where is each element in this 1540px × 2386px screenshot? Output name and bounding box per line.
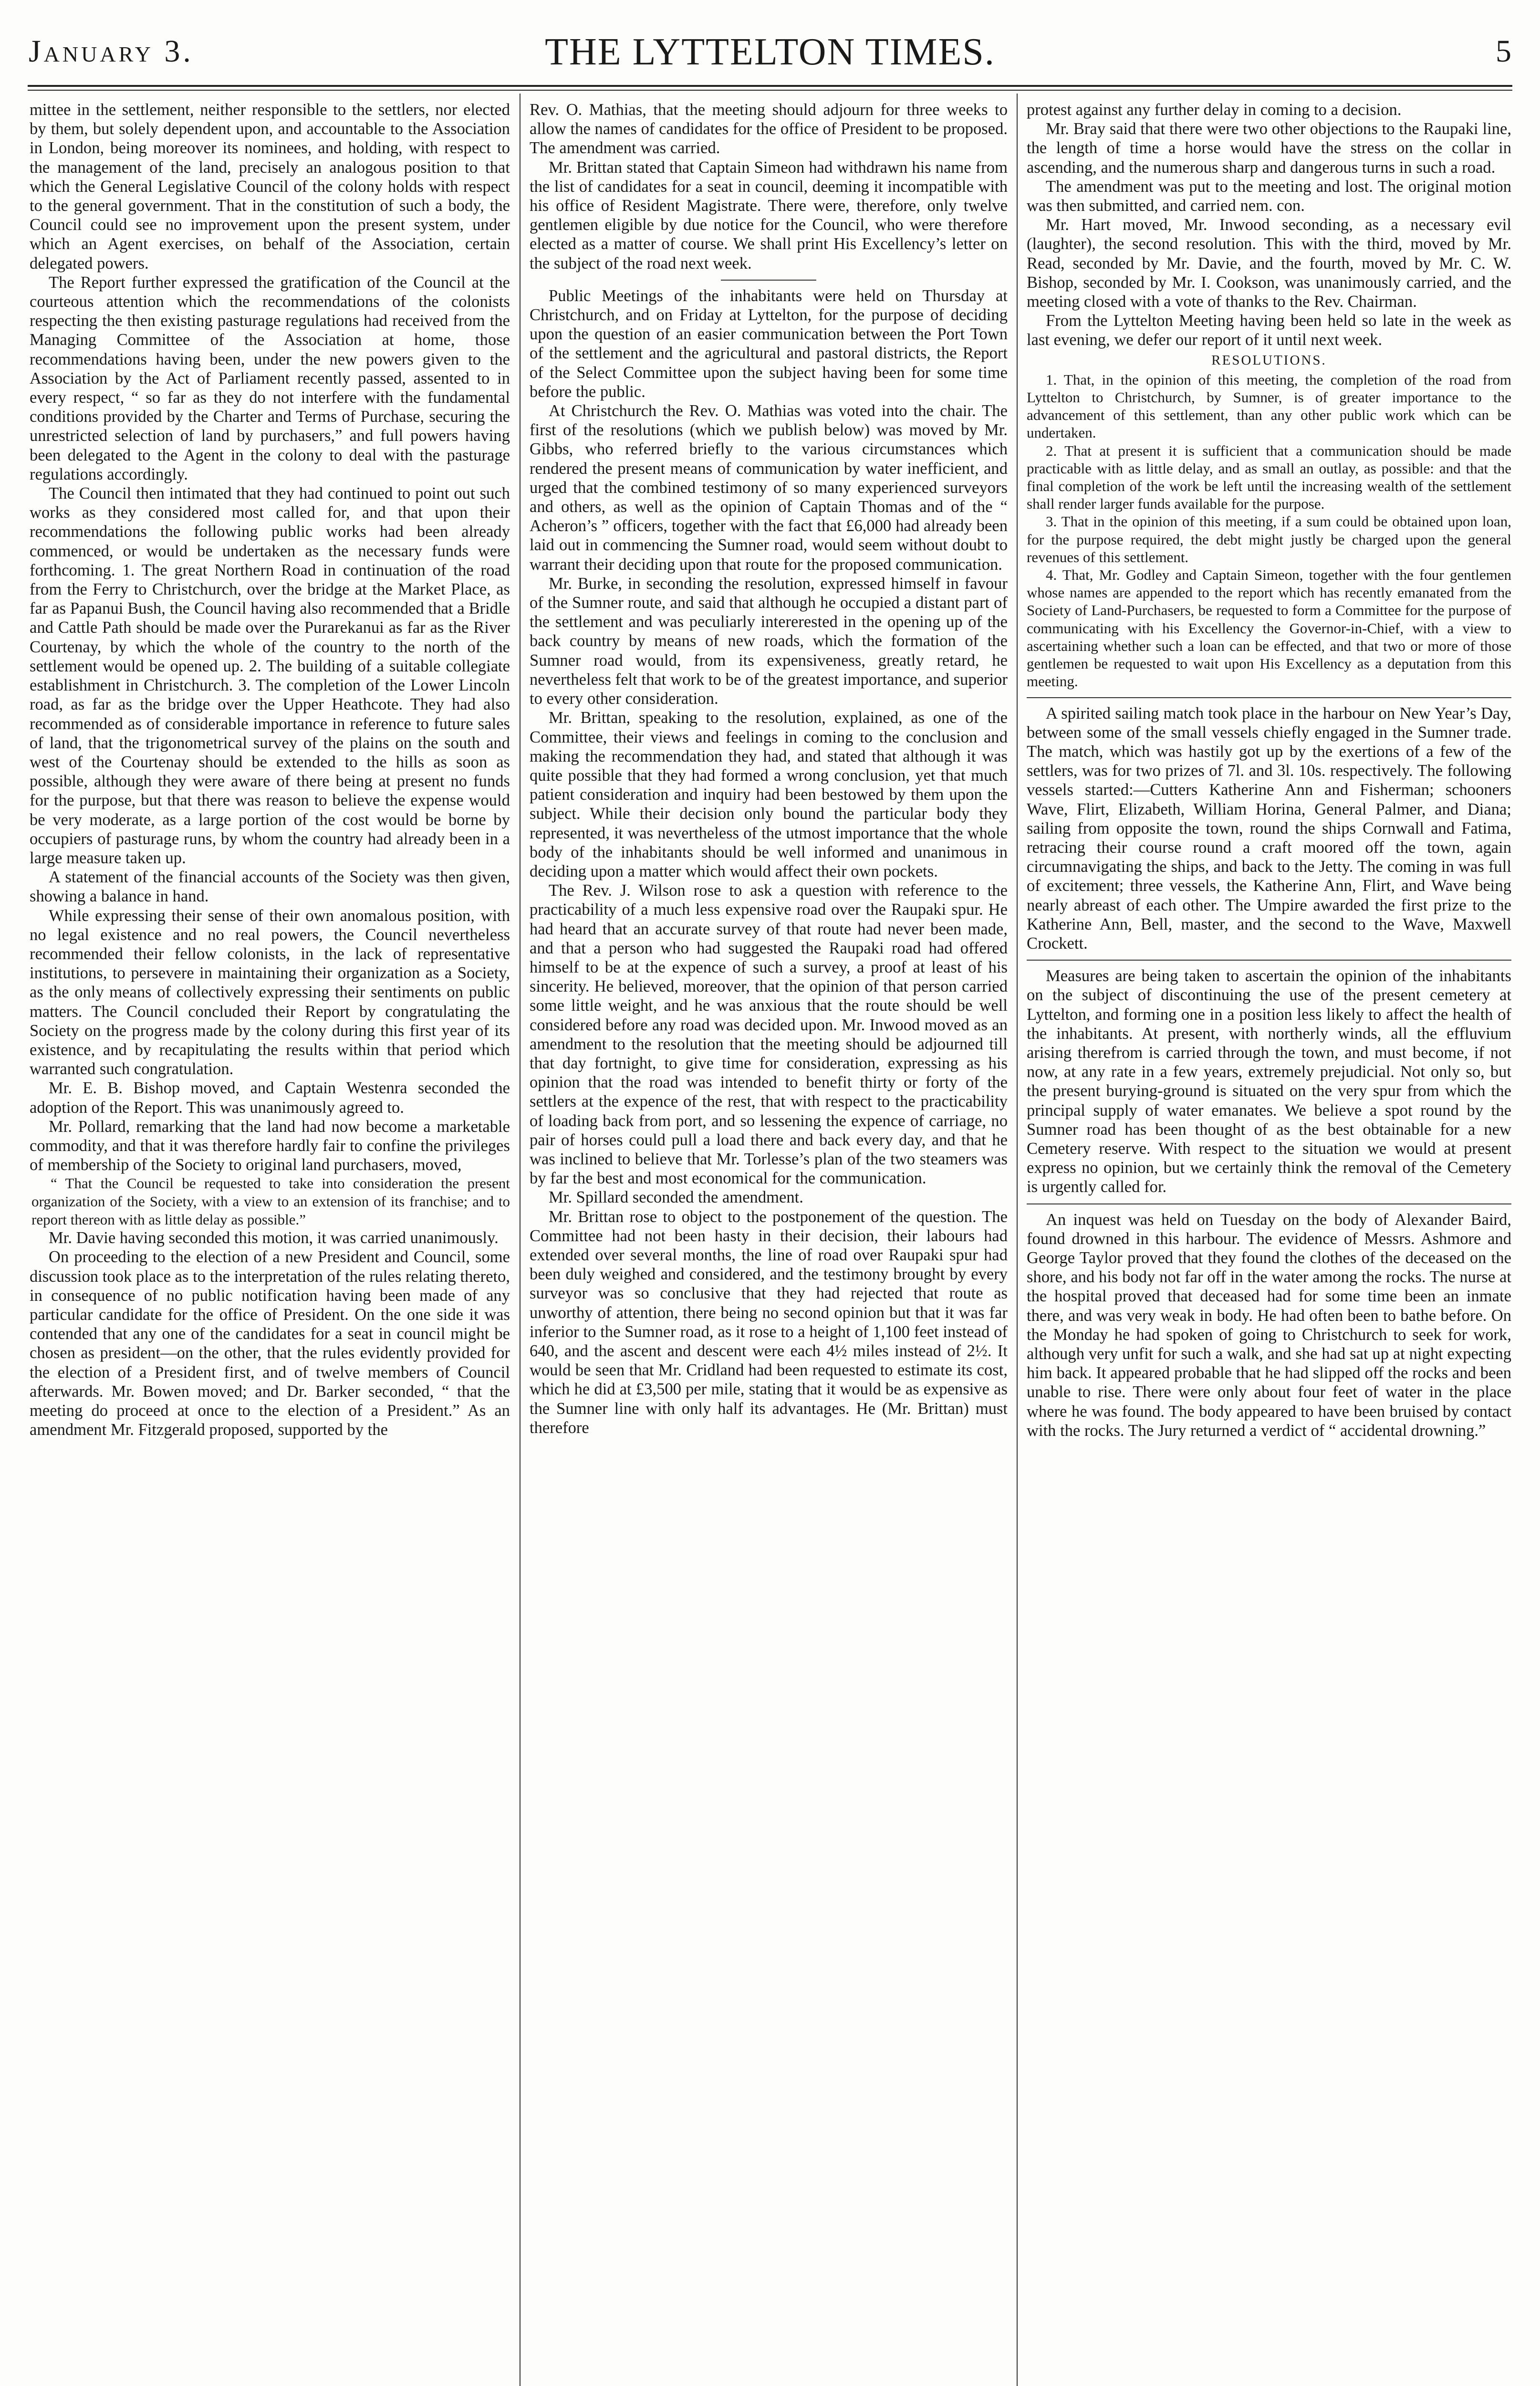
- article-separator: [1027, 697, 1511, 698]
- paragraph: An inquest was held on Tuesday on the body of Alexander Baird, found drowned in this harbour. The evidence of Messrs. Ashmore and George Taylor proved that they found the clothes of the deceased on the shore, and his body not far off in the water among the rocks. The nurse at the hospital proved that deceased had for some time been an inmate there, and was very weak in body. He had often been to bathe before. On the Monday he had spoken of going to Christchurch to seek for work, although very unfit for such a walk, and she had sat up at night expecting him back. It appeared probable that he had slipped off the rocks and been unable to rise. There were only about four feet of water in the place where he was found. The body appeared to have been bruised by contact with the rocks. The Jury returned a verdict of “ accidental drowning.”: [1027, 1210, 1511, 1440]
- paragraph: On proceeding to the election of a new President and Council, some discussion took place as to the interpretation of the rules relating thereto, in consequence of no public notification having been made of any particular candidate for the office of President. On the one side it was contended that any one of the candidates for a seat in council might be chosen as president—on the other, that the rules evidently provided for the election of a President first, and of twelve members of Council afterwards. Mr. Bowen moved; and Dr. Barker seconded, “ that the meeting do proceed at once to the election of a President.” As an amendment Mr. Fitzgerald proposed, supported by the: [30, 1248, 510, 1439]
- paragraph: A spirited sailing match took place in the harbour on New Year’s Day, between some of the small vessels chiefly engaged in the Sumner trade. The match, which was hastily got up by the exertions of a few of the settlers, was for two prizes of 7l. and 3l. 10s. respectively. The following vessels started:—Cutters Katherine Ann and Fisherman; schooners Wave, Flirt, Elizabeth, William Horina, General Palmer, and Diana; sailing from opposite the town, round the ships Cornwall and Fatima, retracing their course round a craft moored off the town, again circumnavigating the ships, and back to the Jetty. The coming in was full of excitement; three vessels, the Katherine Ann, Flirt, and Wave being nearly abreast of each other. The Umpire awarded the first prize to the Katherine Ann, Bell, master, and the second to the Wave, Maxwell Crockett.: [1027, 704, 1511, 952]
- paragraph: Mr. Bray said that there were two other objections to the Raupaki line, the length of time a horse would have the stress on the collar in ascending, and the numerous sharp and dangerous turns in such a road.: [1027, 120, 1511, 177]
- paragraph: Mr. Brittan, speaking to the resolution, explained, as one of the Committee, their views and feelings in coming to the conclusion and making the recommendation they had, and stated that although it was quite possible that they had formed a wrong conclusion, yet that much patient consideration and inquiry had been bestowed by them upon the subject. While their decision only bound the particular body they represented, it was nevertheless of the utmost importance that the whole body of the inhabitants should be well informed and unanimous in deciding upon a matter which would affect their own pockets.: [530, 709, 1008, 880]
- column-1: [30, 100, 510, 2386]
- paragraph: Mr. Spillard seconded the amendment.: [549, 1188, 803, 1207]
- masthead: [29, 31, 1511, 84]
- paragraph: Mr. Hart moved, Mr. Inwood seconding, as a necessary evil (laughter), the second resolution. This with the third, moved by Mr. Read, seconded by Mr. Davie, and the fourth, moved by Mr. C. W. Bishop, seconded by Mr. I. Cookson, was unanimously carried, and the meeting closed with a vote of thanks to the Rev. Chairman.: [1027, 216, 1511, 311]
- resolution: 4. That, Mr. Godley and Captain Simeon, together with the four gentlemen whose names are appended to the report which has recently emanated from the Society of Land-Purchasers, be requested to form a Committee for the purpose of communicating with his Excellency the Governor-in-Chief, with a view to ascertaining whether such a loan can be effected, and that two or more of those gentlemen be requested to wait upon His Excellency as a deputation from this meeting.: [1027, 566, 1511, 690]
- masthead-rule-thin: [28, 90, 1512, 91]
- newspaper-title: THE LYTTELTON TIMES.: [545, 31, 995, 73]
- article-separator: [721, 280, 816, 281]
- paragraph: The Council then intimated that they had continued to point out such works as they considered most called for, and that upon their recommendations the following public works had been already commenced, or would be undertaken as the necessary funds were forthcoming. 1. The great Northern Road in continuation of the road from the Ferry to Christchurch, over the bridge at the Market Place, as far as Papanui Bush, the Council having also recommended that a Bridle and Cattle Path should be made over the Purarekanui as far as the River Courtenay, by which the whole of the country to the north of the settlement would be opened up. 2. The building of a suitable collegiate establishment in Christchurch. 3. The completion of the Lower Lincoln road, as far as the bridge over the Upper Heathcote. They had also recommended as of considerable importance in reference to future sales of land, that the trigonometrical survey of the plains on the south and west of the Courtenay should be extended to the hills as soon as possible, although they were aware of there being at present no funds for the purpose, but that there was reason to believe the expense would be very moderate, as a large portion of the cost would be borne by occupiers of pasturage runs, by whom the country had already been in a large measure taken up.: [30, 484, 510, 867]
- motion-quote: “ That the Council be requested to take into consideration the present organization of the Society, with a view to an extension of its franchise; and to report thereon with as little delay as possible.”: [31, 1175, 510, 1228]
- column-divider: [1017, 94, 1018, 2386]
- issue-date: January 3.: [29, 34, 194, 69]
- paragraph: Mr. Brittan rose to object to the postponement of the question. The Committee had not been hasty in their decision, their labours had extended over several months, the line of road over Raupaki spur had been duly weighed and considered, and the testimony brought by every surveyor was so conclusive that they had rejected that route as unworthy of attention, there being no second opinion but that it was far inferior to the Sumner road, as it rose to a height of 1,100 feet instead of 640, and the ascent and descent were each 4½ miles instead of 2½. It would be seen that Mr. Cridland had been requested to estimate its cost, which he did at £3,500 per mile, stating that it would be as expensive as the Sumner line with only half its advantages. He (Mr. Brittan) must therefore: [530, 1207, 1008, 1437]
- masthead-rule: [28, 85, 1512, 87]
- paragraph: At Christchurch the Rev. O. Mathias was voted into the chair. The first of the resolutions (which we publish below) was moved by Mr. Gibbs, who referred briefly to the various circumstances which rendered the present means of communication by water inefficient, and urged that the combined testimony of so many experienced surveyors and others, as well as the opinion of Captain Thomas and of the “ Acheron’s ” officers, together with the fact that £6,000 had already been laid out in commencing the Sumner road, would seem without doubt to warrant their deciding upon that route for the proposed communication.: [530, 402, 1008, 574]
- article-separator: [1027, 960, 1511, 961]
- paragraph: Measures are being taken to ascertain the opinion of the inhabitants on the subject of discontinuing the use of the present cemetery at Lyttelton, and forming one in a position less likely to affect the health of the inhabitants. At present, with northerly winds, all the effluvium arising therefrom is carried through the town, and must become, if not now, at any rate in a few years, extremely prejudicial. Not only so, but the present burying-ground is situated on the very spur from which the principal supply of water emanates. We believe a spot round by the Sumner road has been thought of as the best obtainable for a new Cemetery reserve. With respect to the situation we would at present express no opinion, but we certainly think the removal of the Cemetery is urgently called for.: [1027, 967, 1511, 1196]
- page-number: 5: [1496, 34, 1511, 69]
- resolution: 1. That, in the opinion of this meeting, the completion of the road from Lyttelton to Christchurch, by Sumner, is of greater importance to the advancement of this settlement, than any other public work which can be undertaken.: [1027, 371, 1511, 441]
- paragraph: The Report further expressed the gratification of the Council at the courteous attention which the recommendations of the colonists respecting the then existing pasturage regulations had received from the Managing Committee of the Association at home, those recommendations having been, under the new powers given to the Association by the Act of Parliament recently passed, assented to in every respect, “ so far as they do not interfere with the fundamental conditions provided by the Charter and Terms of Purchase, securing the unrestricted selection of land by purchasers,” and full powers having been delegated to the Agent in the colony to deal with the pasturage regulations accordingly.: [30, 273, 510, 483]
- paragraph: A statement of the financial accounts of the Society was then given, showing a balance in hand.: [30, 868, 510, 906]
- paragraph: From the Lyttelton Meeting having been held so late in the week as last evening, we defer our report of it until next week.: [1027, 312, 1511, 349]
- paragraph: protest against any further delay in coming to a decision.: [1027, 101, 1402, 119]
- column-3: [1027, 100, 1511, 2386]
- paragraph: Public Meetings of the inhabitants were held on Thursday at Christchurch, and on Friday at Lyttelton, for the purpose of deciding upon the question of an easier communication between the Port Town of the settlement and the agricultural and pastoral districts, the Report of the Select Committee upon the subject having been for some time before the public.: [530, 286, 1008, 401]
- paragraph: Mr. Pollard, remarking that the land had now become a marketable commodity, and that it was therefore hardly fair to confine the privileges of membership of the Society to original land purchasers, moved,: [30, 1117, 510, 1174]
- paragraph: mittee in the settlement, neither responsible to the settlers, nor elected by them, but solely dependent upon, and accountable to the Association in London, being moreover its nominees, and holding, with respect to the management of the land, precisely an analogous position to that which the General Legislative Council of the colony holds with respect to the general government. That in the constitution of such a body, the Council could see no improvement upon the present system, under which an Agent exercises, on behalf of the Association, certain delegated powers.: [30, 101, 510, 272]
- paragraph: Mr. E. B. Bishop moved, and Captain Westenra seconded the adoption of the Report. This was unanimously agreed to.: [30, 1079, 510, 1117]
- column-2: [530, 100, 1008, 2386]
- resolution: 2. That at present it is sufficient that a communication should be made practicable with as little delay, and as small an outlay, as possible: and that the final completion of the work be left until the increasing wealth of the settlement shall render larger funds available for the purpose.: [1027, 442, 1511, 513]
- paragraph: Rev. O. Mathias, that the meeting should adjourn for three weeks to allow the names of candidates for the office of President to be proposed. The amendment was carried.: [530, 101, 1008, 157]
- paragraph: Mr. Davie having seconded this motion, it was carried unanimously.: [49, 1229, 499, 1247]
- paragraph: Mr. Brittan stated that Captain Simeon had withdrawn his name from the list of candidates for a seat in council, deeming it incompatible with his office of Resident Magistrate. There were, therefore, only twelve gentlemen eligible by due notice for the Council, who were therefore elected as a matter of course. We shall print His Excellency’s letter on the subject of the road next week.: [530, 158, 1008, 272]
- resolutions-heading: RESOLUTIONS.: [1211, 352, 1327, 368]
- paragraph: The Rev. J. Wilson rose to ask a question with reference to the practicability of a much less expensive road over the Raupaki spur. He had heard that an accurate survey of that route had never been made, and that a person who had suggested the Raupaki road had offered himself to be at the expence of such a survey, a proof at least of his sincerity. He believed, moreover, that the opinion of that person carried some little weight, and he was anxious that the route should be well considered before any road was decided upon. Mr. Inwood moved as an amendment to the resolution that the meeting should be adjourned till that day fortnight, to give time for consideration, expressing as his opinion that the road was intended to benefit thirty or forty of the settlers at the expence of the rest, that with respect to the practicability of loading back from port, and so lessening the expence of carriage, no pair of horses could pull a load there and back every day, and that he was inclined to believe that Mr. Torlesse’s plan of the two steamers was by far the best and most economical for the communication.: [530, 881, 1008, 1188]
- resolution: 3. That in the opinion of this meeting, if a sum could be obtained upon loan, for the purpose required, the debt might justly be charged upon the general revenues of this settlement.: [1027, 513, 1511, 565]
- article-separator: [1027, 1203, 1511, 1204]
- paragraph: The amendment was put to the meeting and lost. The original motion was then submitted, and carried nem. con.: [1027, 177, 1511, 215]
- paragraph: Mr. Burke, in seconding the resolution, expressed himself in favour of the Sumner route, and said that although he occupied a distant part of the settlement and was peculiarly intererested in the opening up of the back country by means of new roads, which the formation of the Sumner road would, from its expensiveness, greatly retard, he nevertheless felt that work to be of the greatest importance, and superior to every other consideration.: [530, 574, 1008, 708]
- paragraph: While expressing their sense of their own anomalous position, with no legal existence and no real powers, the Council nevertheless recommended their fellow colonists, in the lack of representative institutions, to persevere in maintaining their organization as a Society, as the only means of collectively expressing their sentiments on public matters. The Council concluded their Report by congratulating the Society on the progress made by the colony during this first year of its existence, and by recapitulating the results within that period which warranted such congratulation.: [30, 906, 510, 1078]
